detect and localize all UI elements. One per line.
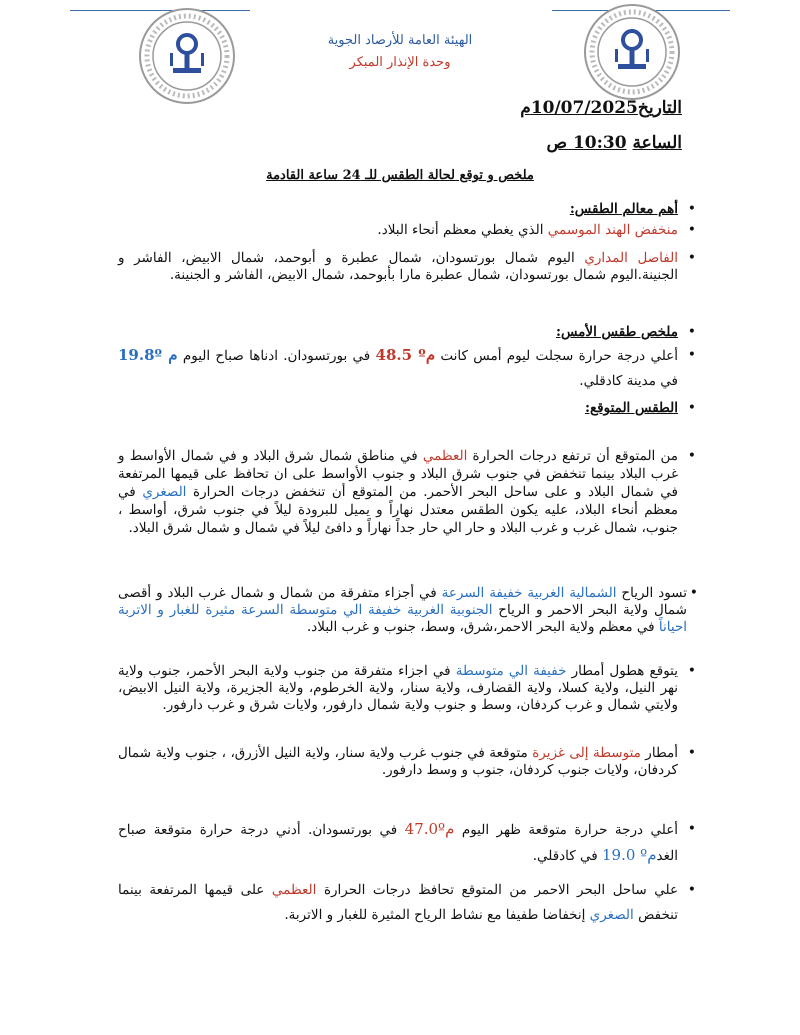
rain-forecast-light	[118, 663, 678, 714]
winds-text-3: في معظم ولاية البحر الاحمر،شرق، وسط، جنوب و غرب البلاد.	[306, 619, 659, 635]
temp-text-2: في مناطق شمال شرق البلاد و في شمال الأواسط و غرب البلاد بينما تنخفض في جنوب شرق البلاد و جنوب الأواسط على ان تحافظ على قيمها المرتفعة في شمال البلاد و على ساحل البحر الأحمر. من المتوقع أن تنخفض درجات الحرارة	[118, 448, 678, 500]
rain2-text-2: متوقعة في جنوب غرب ولاية سنار، ولاية النيل الأزرق، ، جنوب ولاية شمال كردفان، ولايات جنوب كردفان، جنوب و وسط دارفور.	[118, 745, 678, 778]
coast-text-1: علي ساحل البحر الاحمر من المتوقع تحافظ درجات الحرارة	[316, 882, 679, 898]
features-heading-text: أهم معالم الطقس:	[569, 201, 678, 217]
rain1-text-1: يتوقع هطول أمطار	[566, 663, 679, 679]
monsoon-item	[118, 222, 678, 239]
itcz-text: اليوم شمال بورتسودان، شمال عطبرة و أبوحمد، شمال الابيض، الفاشر و الجنينة.اليوم شمال بورتسودان، شمال عطبرة مارا بأبوحمد، شمال الابيض، الفاشر و الجنينة.	[118, 250, 678, 283]
temp-min-word: الصغري	[142, 484, 187, 500]
org-name: الهيئة العامة للأرصاد الجوية	[327, 33, 473, 48]
yesterday-item	[118, 343, 678, 394]
coast-max-word: العظمي	[271, 882, 317, 898]
rain1-text-2: في اجزاء متفرقة من جنوب ولاية البحر الأحمر، جنوب ولاية نهر النيل، ولاية كسلا، ولاية القضارف، ولاية سنار، ولاية الخرطوم، ولاية الجزيرة، ولاية النيل الابيض، ولايتي شمال و غرب كردفان، وسط و جنوب ولاية شمال دارفور، ولايات شرق و غرب دارفور.	[118, 663, 678, 713]
expected-heading	[118, 400, 678, 417]
seal-logo-left	[137, 6, 237, 106]
report-time	[546, 133, 682, 153]
features-heading	[118, 201, 678, 218]
winds-text-2: في أجزاء متفرقة من شمال و شمال غرب البلاد و أقصى شمال ولاية البحر الاحمر و الرياح	[118, 585, 687, 618]
monsoon-text: الذي يغطي معظم أنحاء البلاد.	[377, 222, 548, 238]
yesterday-text-3: في مدينة كادقلي.	[579, 373, 678, 389]
today-text-1: أعلي درجة حرارة متوقعة ظهر اليوم	[454, 822, 678, 838]
today-extremes	[118, 817, 678, 869]
report-date	[520, 98, 682, 118]
time-value: 10:30 ص	[546, 133, 627, 153]
date-label: التاريخ	[637, 98, 682, 118]
today-text-3: في كادقلي.	[532, 848, 602, 864]
coast-text-2: على قيمها المرتفعة بينما تنخفض	[118, 882, 678, 923]
temp-text-1: من المتوقع أن ترتفع درجات الحرارة	[467, 448, 678, 464]
coast-text-3: إنخفاضا طفيفا مع نشاط الرياح المثيرة للغبار و الاتربة.	[284, 907, 590, 923]
date-value: 10/07/2025م	[520, 98, 638, 118]
today-min-value: 19.0 ºم	[602, 846, 657, 864]
monsoon-term: منخفض الهند الموسمي	[547, 222, 678, 238]
yesterday-heading	[118, 324, 678, 341]
time-label: الساعة	[632, 133, 682, 153]
yesterday-max-value: 48.5 ºم	[375, 346, 436, 364]
winds-text-1: تسود الرياح	[616, 585, 687, 601]
seal-logo-right	[582, 2, 682, 102]
yesterday-heading-text: ملخص طقس الأمس:	[555, 324, 678, 340]
winds-forecast	[118, 585, 687, 636]
unit-name: وحدة الإنذار المبكر	[349, 55, 451, 70]
yesterday-min-value: 19.8º م	[118, 346, 178, 364]
today-text-2: في بورتسودان. أدني درجة حرارة متوقعة صباح الغد	[118, 822, 678, 864]
winds-term-1: الشمالية الغربية خفيفة السرعة	[441, 585, 617, 601]
temp-max-word: العظمي	[422, 448, 468, 464]
red-sea-coast-forecast	[118, 878, 678, 928]
winds-term-2: الجنوبية الغربية خفيفة الي متوسطة السرعة مثيرة للغبار و الاتربة احياناً	[118, 602, 687, 635]
yesterday-text-2: في بورتسودان. ادناها صباح اليوم	[177, 348, 376, 364]
itcz-term: الفاصل المداري	[584, 250, 678, 266]
rain1-term: خفيفة الي متوسطة	[455, 663, 567, 679]
today-max-value: 47.0ºم	[404, 820, 455, 838]
rain2-text-1: أمطار	[640, 745, 678, 761]
itcz-item	[118, 250, 678, 284]
yesterday-text-1: أعلي درجة حرارة سجلت ليوم أمس كانت	[435, 348, 678, 364]
temp-text-3: في معظم أنحاء البلاد، عليه يكون الطقس معتدل نهاراً و يميل للبرودة ليلاً في جنوب شرق، أواسط ، جنوب، شمال غرب و غرب البلاد و حار الي حار جداً نهاراً و دافئ ليلاً في شمال و شمال شرق البلاد.	[118, 484, 678, 536]
rain-forecast-heavy	[118, 745, 678, 779]
temperature-forecast	[118, 447, 678, 537]
expected-heading-text: الطقس المتوقع:	[584, 400, 678, 416]
report-title: ملخص و توقع لحالة الطقس للـ 24 ساعة القادمة	[266, 168, 534, 183]
rain2-term: متوسطة إلى غزيرة	[532, 745, 641, 761]
coast-min-word: الصغري	[589, 907, 634, 923]
